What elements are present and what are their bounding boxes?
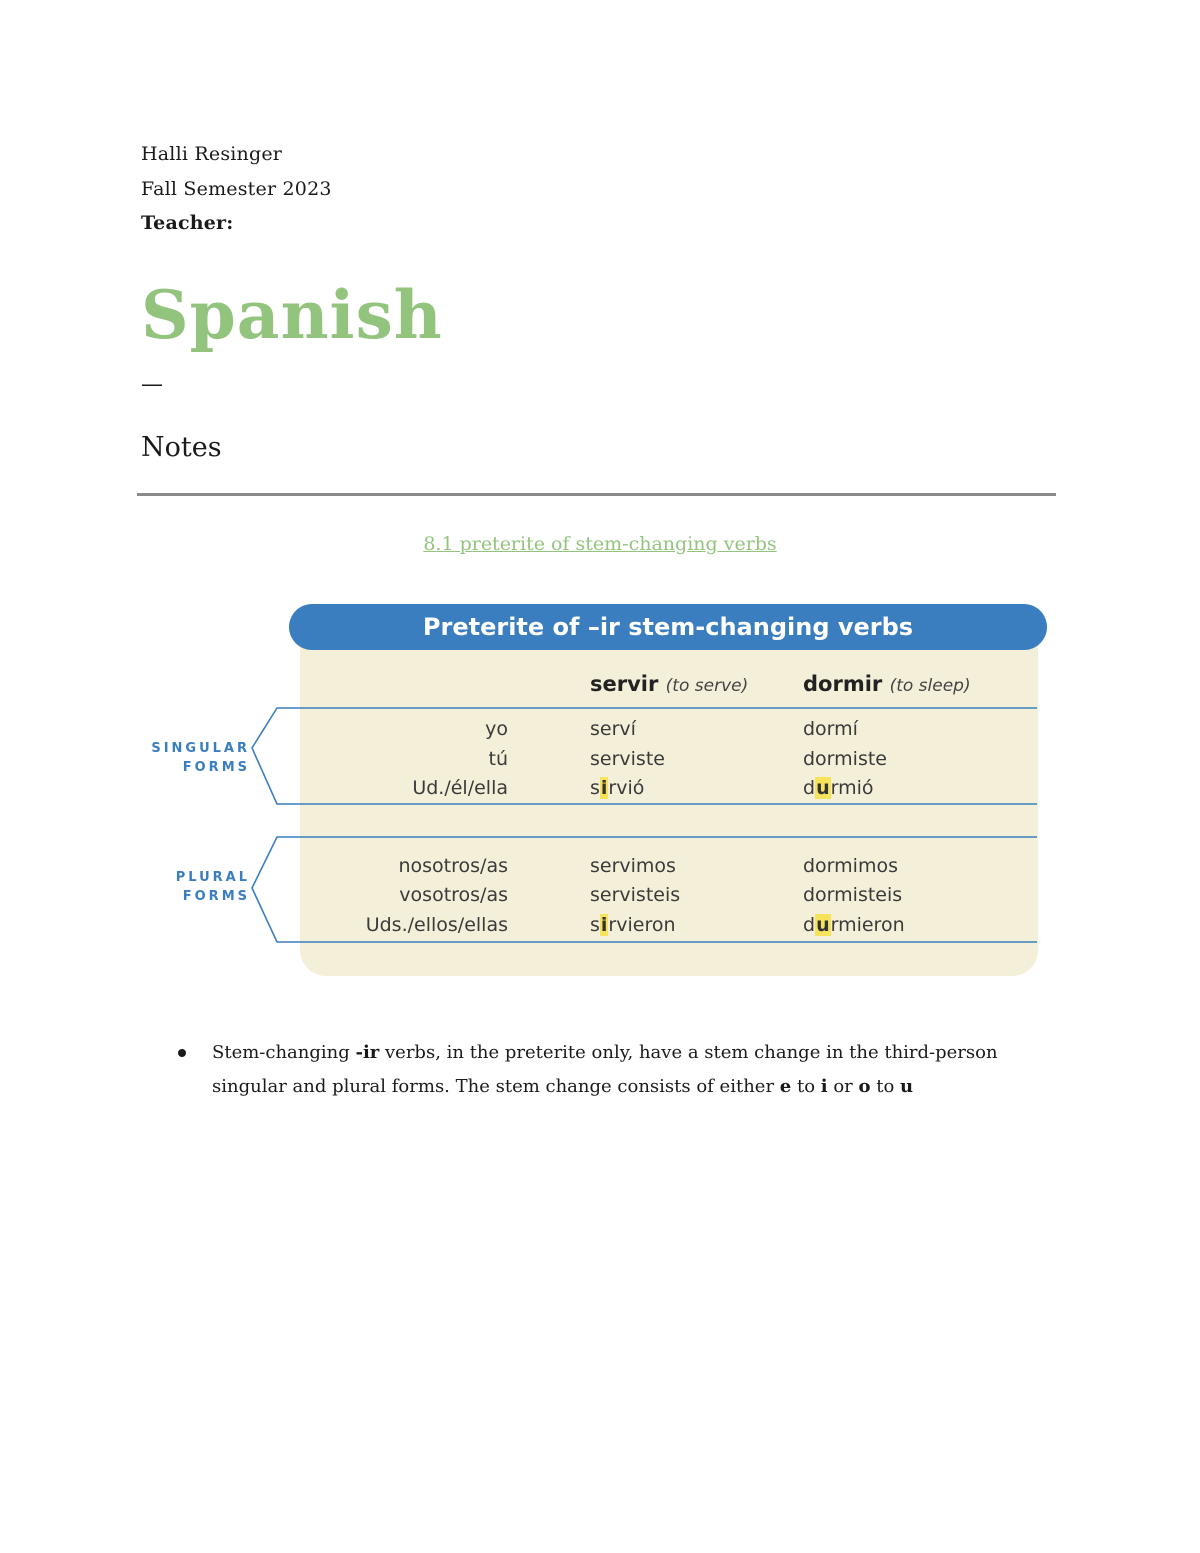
verb-name: servir <box>590 672 659 696</box>
author-name: Halli Resinger <box>141 143 283 165</box>
pronoun-cell: Uds./ellos/ellas <box>365 914 508 936</box>
servir-form: sirvieron <box>590 914 676 936</box>
dormir-form: dormí <box>803 718 858 740</box>
chart-banner: Preterite of –ir stem-changing verbs <box>289 604 1047 650</box>
list-item: Stem-changing -ir verbs, in the preterite only, have a stem change in the third-person singular and plural forms. The stem change consists of either e to i or o to u <box>174 1036 1034 1104</box>
dormir-form: dormiste <box>803 748 887 770</box>
stem-change-highlight: u <box>816 914 830 936</box>
notes-bullet-list <box>174 1036 1034 1104</box>
group-label-line: FORMS <box>182 760 250 775</box>
servir-form: servimos <box>590 855 676 877</box>
stem-change-highlight: i <box>600 777 608 799</box>
dormir-form: dormimos <box>803 855 898 877</box>
dormir-form: durmieron <box>803 914 905 936</box>
notes-heading: Notes <box>141 432 222 463</box>
servir-form: sirvió <box>590 777 645 799</box>
horizontal-rule <box>137 493 1056 496</box>
group-label-singular <box>150 739 250 777</box>
pronoun-cell: nosotros/as <box>398 855 508 877</box>
servir-form: serviste <box>590 748 665 770</box>
semester-line: Fall Semester 2023 <box>141 178 332 200</box>
group-label-line: PLURAL <box>175 870 250 885</box>
teacher-label: Teacher: <box>141 212 234 234</box>
pronoun-cell: Ud./él/ella <box>412 777 508 799</box>
title-dash: — <box>141 372 163 397</box>
column-header-dormir <box>803 672 971 696</box>
page-title: Spanish <box>141 276 443 354</box>
conjugation-chart <box>150 600 1050 980</box>
verb-name: dormir <box>803 672 883 696</box>
stem-change-highlight: i <box>600 914 608 936</box>
pronoun-cell: tú <box>488 748 508 770</box>
group-label-plural <box>150 868 250 906</box>
stem-change-highlight: u <box>816 777 830 799</box>
group-label-line: SINGULAR <box>151 741 250 756</box>
section-link[interactable]: 8.1 preterite of stem-changing verbs <box>423 533 777 555</box>
verb-gloss: (to sleep) <box>889 676 971 696</box>
servir-form: serví <box>590 718 636 740</box>
verb-gloss: (to serve) <box>665 676 749 696</box>
group-label-line: FORMS <box>182 889 250 904</box>
column-header-servir <box>590 672 748 696</box>
pronoun-cell: yo <box>485 718 508 740</box>
pronoun-cell: vosotros/as <box>399 884 508 906</box>
servir-form: servisteis <box>590 884 681 906</box>
dormir-form: dormisteis <box>803 884 903 906</box>
bullet-icon <box>178 1049 186 1057</box>
dormir-form: durmió <box>803 777 874 799</box>
